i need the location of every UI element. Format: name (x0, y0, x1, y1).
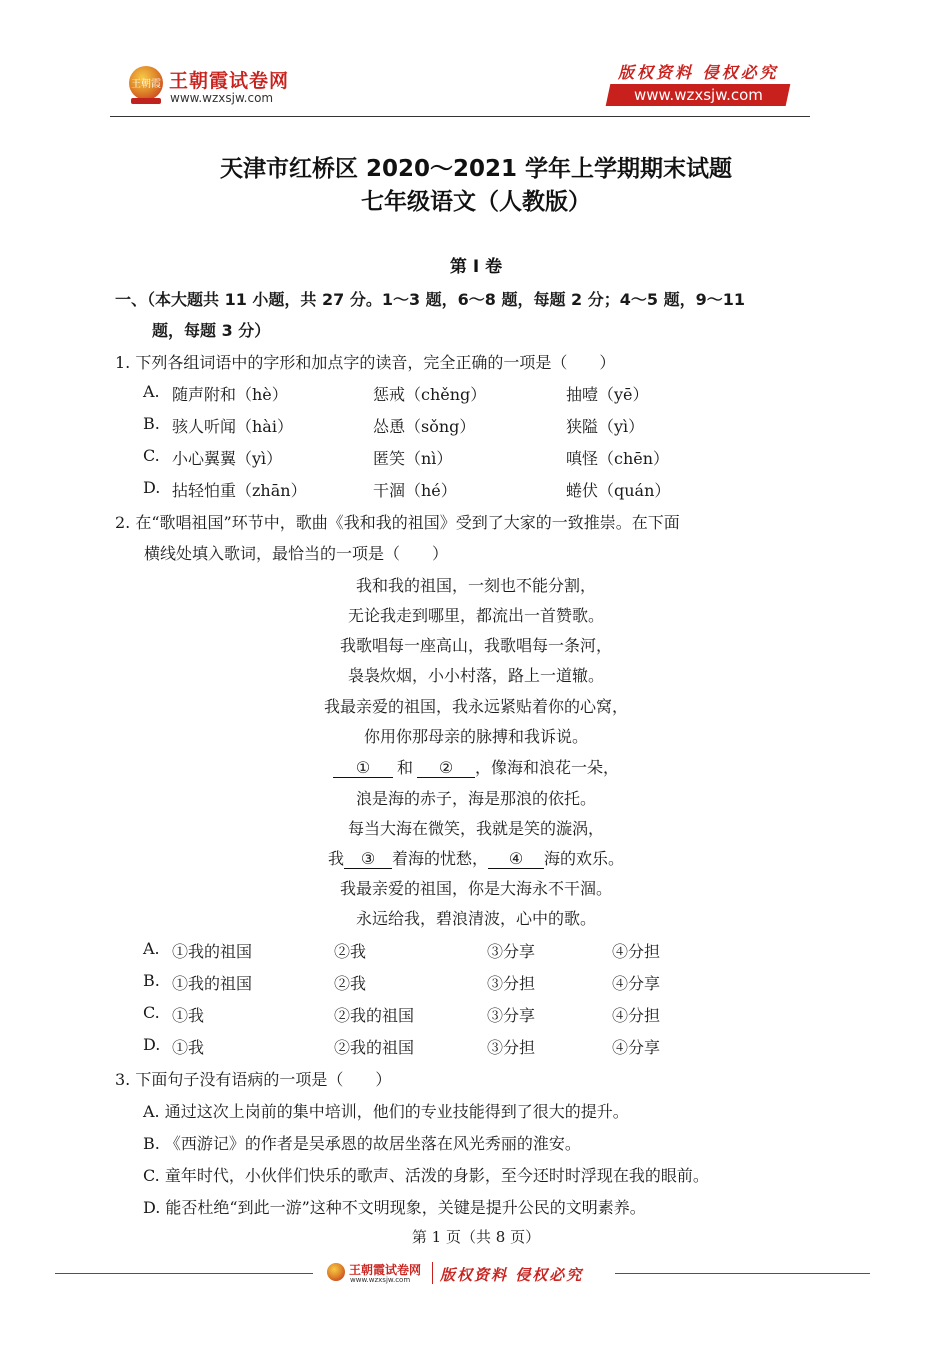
copyright-notice: 版权资料 侵权必究 (618, 63, 779, 82)
brand-url: www.wzxsjw.com (170, 91, 274, 105)
q1-option-b-label: B. (143, 414, 160, 433)
q3-option-a: A. 通过这次上岗前的集中培训，他们的专业技能得到了很大的提升。 (143, 1102, 629, 1121)
q1-option-d-label: D. (143, 478, 161, 497)
lyric-line: 我歌唱每一座高山，我歌唱每一条河， (339, 636, 612, 655)
q1-option-b-word2: 怂恿（sǒng） (373, 417, 476, 436)
q2-option-a-c3: ③分享 (487, 942, 536, 961)
q1-option-a-word2: 惩戒（chěng） (373, 385, 487, 404)
url-banner-text: www.wzxsjw.com (633, 86, 763, 104)
lyric-line: 我最亲爱的祖国，你是大海永不干涸。 (339, 879, 612, 898)
lyric-text: ，像海和浪花一朵， (475, 758, 620, 777)
lyric-line: 你用你那母亲的脉搏和我诉说。 (363, 727, 588, 746)
q2-option-a-c1: ①我的祖国 (172, 942, 253, 961)
q1-option-c-word2: 匿笑（nì） (373, 449, 453, 468)
footer-logo-icon (327, 1263, 345, 1281)
page-number: 第 1 页（共 8 页） (411, 1228, 541, 1246)
q2-option-a-c4: ④分担 (612, 942, 661, 961)
volume-heading: 第 I 卷 (449, 257, 503, 277)
section-heading: 一、（本大题共 11 小题，共 27 分。1～3 题，6～8 题，每题 2 分；4～5 题，9～11 (115, 290, 745, 309)
lyric-line: 浪是海的赤子，海是那浪的依托。 (355, 789, 596, 808)
blank-2: ② (417, 758, 475, 778)
q3-option-d: D. 能否杜绝“到此一游”这种不文明现象，关键是提升公民的文明素养。 (143, 1198, 646, 1217)
exam-subtitle: 七年级语文（人教版） (361, 189, 591, 215)
q1-option-a-word1: 随声附和（hè） (172, 385, 288, 404)
q1-option-d-word2: 干涸（hé） (373, 481, 457, 500)
q1-option-d-word1: 拈轻怕重（zhān） (172, 481, 307, 500)
q2-option-c-c3: ③分享 (487, 1006, 536, 1025)
footer-brand: 王朝霞试卷网 (349, 1263, 422, 1277)
lyric-text: 我 (327, 849, 344, 868)
q2-option-d-c3: ③分担 (487, 1038, 536, 1057)
lyric-line: 无论我走到哪里，都流出一首赞歌。 (347, 606, 604, 625)
question-1-stem: 1. 下列各组词语中的字形和加点字的读音，完全正确的一项是（ ） (115, 353, 616, 372)
q2-option-b-c2: ②我 (334, 974, 367, 993)
brand-logo-icon (129, 66, 163, 100)
q2-option-b-c4: ④分享 (612, 974, 661, 993)
q2-option-b-label: B. (143, 971, 160, 990)
lyric-line: 我最亲爱的祖国，我永远紧贴着你的心窝， (323, 697, 628, 716)
footer-divider-left (55, 1273, 313, 1274)
q2-option-c-label: C. (143, 1003, 160, 1022)
blank-1: ① (333, 758, 393, 778)
q1-option-b-word3: 狭隘（yì） (566, 417, 645, 436)
logo-ribbon (131, 98, 161, 104)
blank-3: ③ (344, 849, 392, 869)
lyric-text: 和 (396, 758, 413, 777)
question-2-stem-cont: 横线处填入歌词，最恰当的一项是（ ） (144, 544, 449, 563)
q2-option-c-c1: ①我 (172, 1006, 205, 1025)
q1-option-d-word3: 蜷伏（quán） (566, 481, 671, 500)
q1-option-b-word1: 骇人听闻（hài） (172, 417, 293, 436)
q2-option-a-label: A. (143, 939, 160, 958)
q2-option-c-c2: ②我的祖国 (334, 1006, 415, 1025)
lyric-line: 我和我的祖国，一刻也不能分割， (355, 576, 596, 595)
q1-option-a-word3: 抽噎（yē） (566, 385, 649, 404)
lyric-line-with-blanks (0, 755, 952, 778)
q3-option-b: B. 《西游记》的作者是吴承恩的故居坐落在风光秀丽的淮安。 (143, 1134, 581, 1153)
lyric-text: 着海的忧愁， (391, 849, 488, 868)
exam-title: 天津市红桥区 2020～2021 学年上学期期末试题 (219, 156, 733, 182)
q2-option-b-c1: ①我的祖国 (172, 974, 253, 993)
q2-option-d-c1: ①我 (172, 1038, 205, 1057)
q1-option-c-word1: 小心翼翼（yì） (172, 449, 283, 468)
q2-option-b-c3: ③分担 (487, 974, 536, 993)
q1-option-a-label: A. (143, 382, 160, 401)
footer-url: www.wzxsjw.com (350, 1276, 411, 1284)
q3-option-c: C. 童年时代，小伙伴们快乐的歌声、活泼的身影，至今还时时浮现在我的眼前。 (143, 1166, 709, 1185)
q1-option-c-word3: 嗔怪（chēn） (566, 449, 670, 468)
blank-4: ④ (488, 849, 544, 869)
q1-option-c-label: C. (143, 446, 160, 465)
q2-option-a-c2: ②我 (334, 942, 367, 961)
section-heading-cont: 题，每题 3 分） (152, 321, 271, 340)
question-2-stem: 2. 在“歌唱祖国”环节中，歌曲《我和我的祖国》受到了大家的一致推崇。在下面 (115, 513, 680, 532)
lyric-line: 袅袅炊烟，小小村落，路上一道辙。 (347, 666, 604, 685)
question-3-stem: 3. 下面句子没有语病的一项是（ ） (115, 1070, 392, 1089)
q2-option-d-label: D. (143, 1035, 161, 1054)
q2-option-c-c4: ④分担 (612, 1006, 661, 1025)
logo-mark-text: 王朝霞 (131, 79, 161, 90)
lyric-line-with-blanks (0, 846, 952, 869)
url-banner (606, 84, 791, 106)
lyric-line: 每当大海在微笑，我就是笑的漩涡， (347, 819, 604, 838)
q2-option-d-c2: ②我的祖国 (334, 1038, 415, 1057)
footer-divider-right (615, 1273, 870, 1274)
footer-copyright: 版权资料 侵权必究 (440, 1266, 584, 1284)
q2-option-d-c4: ④分享 (612, 1038, 661, 1057)
footer-separator (432, 1262, 433, 1284)
brand-name: 王朝霞试卷网 (169, 70, 290, 92)
header-divider (110, 116, 810, 117)
lyric-line: 永远给我，碧浪清波，心中的歌。 (355, 909, 596, 928)
lyric-text: 海的欢乐。 (544, 849, 625, 868)
